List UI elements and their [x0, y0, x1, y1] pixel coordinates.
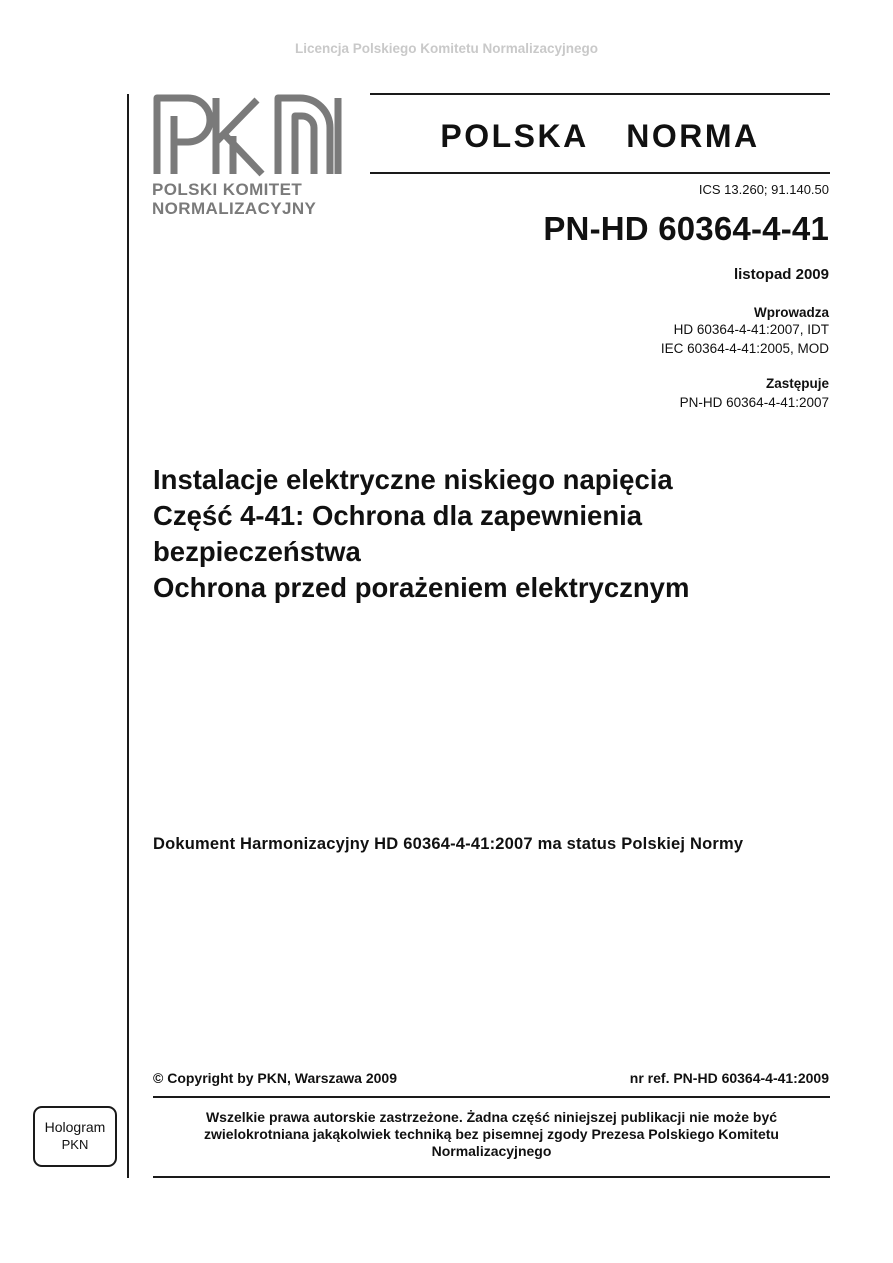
copyright-notice: © Copyright by PKN, Warszawa 2009: [153, 1070, 397, 1086]
logo-line-1: POLSKI KOMITET: [152, 180, 303, 199]
left-vertical-rule: [127, 94, 129, 1178]
footer-rule-top: [153, 1096, 830, 1098]
ics-code: ICS 13.260; 91.140.50: [698, 182, 829, 197]
pkn-logo-icon: [152, 92, 348, 178]
reference-number: nr ref. PN-HD 60364-4-41:2009: [629, 1070, 829, 1086]
title-line: bezpieczeństwa: [153, 536, 361, 567]
title-line: Ochrona przed porażeniem elektrycznym: [153, 572, 690, 603]
license-notice: Licencja Polskiego Komitetu Normalizacyjnego: [294, 41, 599, 56]
rights-statement: [153, 1109, 830, 1160]
title-line: Część 4-41: Ochrona dla zapewnienia: [153, 500, 643, 531]
replaces-item: PN-HD 60364-4-41:2007: [679, 395, 829, 410]
document-type-title: POLSKA NORMA: [440, 118, 760, 154]
publication-date: listopad 2009: [733, 266, 829, 283]
rights-line: Wszelkie prawa autorskie zastrzeżone. Żadna część niniejszej publikacji nie może być: [205, 1109, 778, 1125]
introduces-label: Wprowadza: [753, 305, 829, 320]
footer-rule-bottom: [153, 1176, 830, 1178]
hologram-label: Hologram: [44, 1119, 106, 1135]
header-rule-top: [370, 93, 830, 95]
rights-line: zwielokrotniana jakąkolwiek techniką bez pisemnej zgody Prezesa Polskiego Komitetu: [204, 1126, 779, 1142]
standard-number: PN-HD 60364-4-41: [543, 210, 829, 247]
header-rule-bottom: [370, 172, 830, 174]
logo-text: [152, 180, 316, 218]
title-line: Instalacje elektryczne niskiego napięcia: [153, 464, 673, 495]
introduces-item: HD 60364-4-41:2007, IDT: [673, 322, 829, 337]
introduces-item: IEC 60364-4-41:2005, MOD: [660, 341, 829, 356]
harmonization-note: Dokument Harmonizacyjny HD 60364-4-41:2007 ma status Polskiej Normy: [153, 835, 744, 853]
hologram-box: [33, 1106, 117, 1167]
hologram-sublabel: PKN: [61, 1137, 89, 1152]
logo-line-2: NORMALIZACYJNY: [152, 199, 317, 218]
rights-line: Normalizacyjnego: [431, 1143, 552, 1159]
replaces-label: Zastępuje: [765, 376, 829, 391]
